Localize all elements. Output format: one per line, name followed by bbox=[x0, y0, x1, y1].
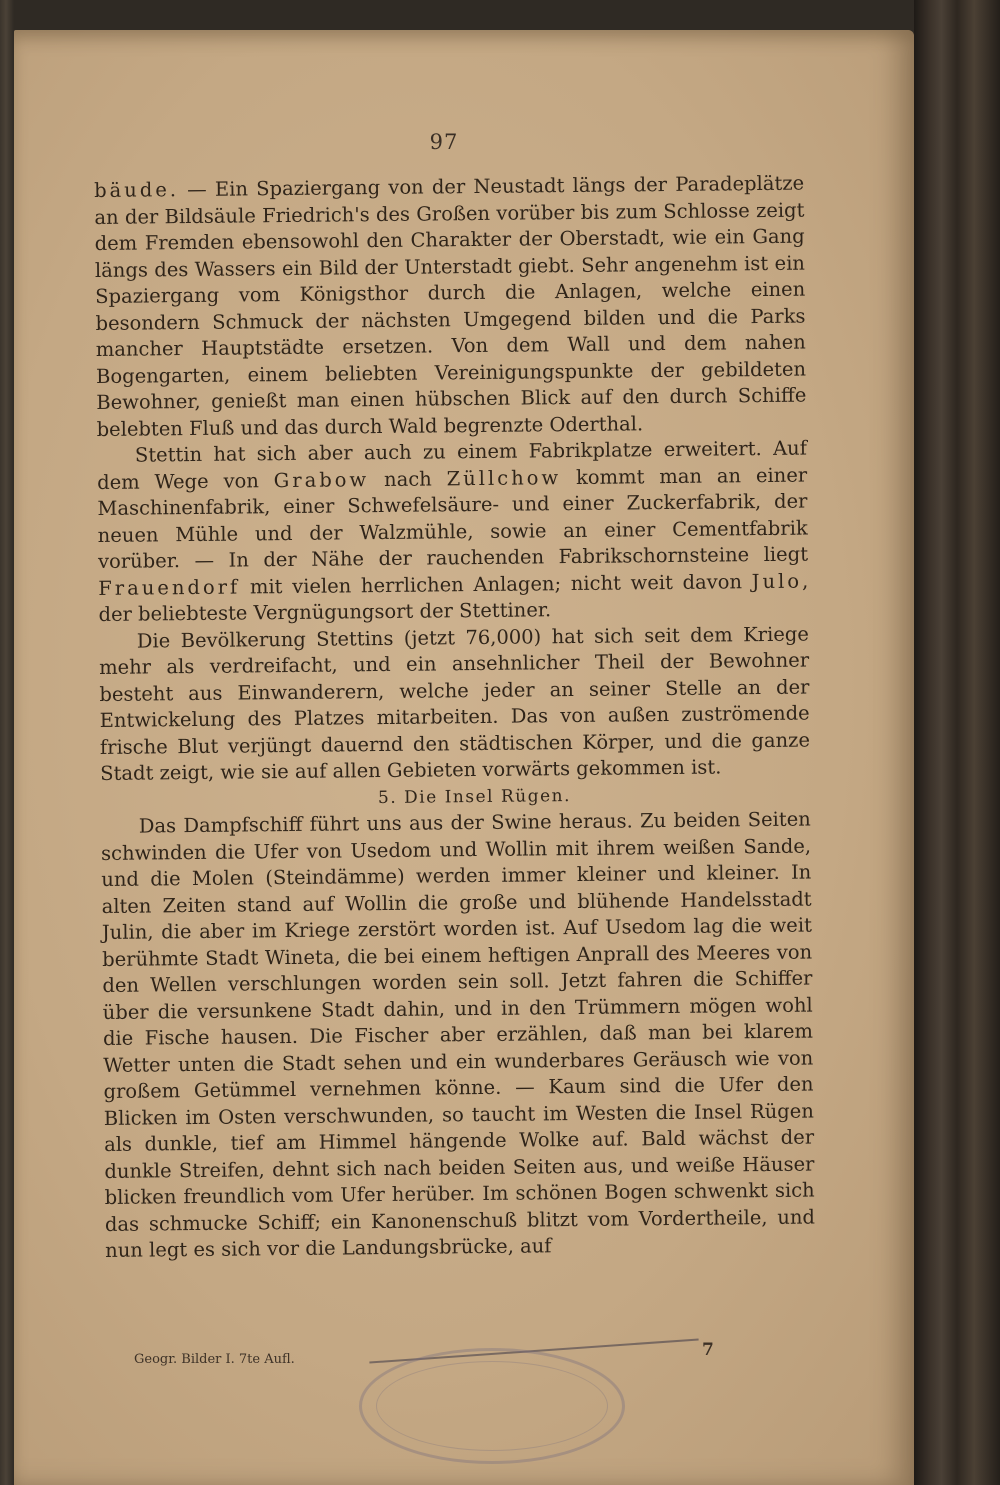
place-zuellchow: Züllchow bbox=[446, 465, 562, 490]
paragraph-1-lead: bäude. bbox=[94, 178, 180, 202]
page-number: 97 bbox=[429, 130, 459, 154]
body-text bbox=[94, 171, 815, 1265]
footer-signature: Geogr. Bilder I. 7te Aufl. bbox=[134, 1352, 295, 1367]
paragraph-2-part-e: , der beliebteste Vergnügungsort der Stettiner. bbox=[98, 569, 809, 626]
footer-sheet-number: 7 bbox=[702, 1340, 714, 1360]
paragraph-1-text: — Ein Spaziergang von der Neustadt längs der Paradeplätze an der Bildsäule Friedrich's des Großen vorüber bis zum Schlosse zeigt dem Fremden ebensowohl den Charakter der Oberstadt, wie ein Gang längs des Wassers ein Bild der Unterstadt giebt. Sehr angenehm ist ein Spaziergang vom Königsthor durch die Anlagen, welche einen besondern Schmuck der nächsten Umgegend bilden und die Parks mancher Hauptstädte ersetzen. Von dem Wall und dem nahen Bogengarten, einem beliebten Vereinigungspunkte der gebildeten Bewohner, genießt man einen hübschen Blick auf den durch Schiffe belebten Fluß und das durch Wald begrenzte Oderthal. bbox=[94, 171, 807, 441]
paragraph-1 bbox=[94, 171, 807, 443]
library-stamp bbox=[359, 1348, 625, 1464]
place-julo: Julo bbox=[751, 569, 803, 593]
library-stamp-inner-ring bbox=[376, 1361, 608, 1451]
paragraph-2-part-d: mit vielen herrlichen Anlagen; nicht weit davon bbox=[240, 569, 752, 598]
paragraph-2-part-b: nach bbox=[369, 466, 447, 491]
paragraph-3: Die Bevölkerung Stettins (jetzt 76,000) hat sich seit dem Kriege mehr als verdreifacht, und ein ansehnlicher Theil der Bewohner besteht aus Einwanderern, welche jeder an seiner Stelle an der Entwickelung des Platzes mitarbeiten. Das von außen zuströmende frische Blut verjüngt dauernd den städtischen Körper, und die ganze Stadt zeigt, wie sie auf allen Gebieten vorwärts gekommen ist. bbox=[99, 622, 811, 785]
section-heading: 5. Die Insel Rügen. bbox=[377, 785, 572, 808]
paragraph-2-part-c: kommt man an einer Maschinenfabrik, einer Schwefelsäure- und einer Zuckerfabrik, der neuen Mühle und der Walzmühle, sowie an einer Cementfabrik vorüber. — In der Nähe der rauchenden Fabrikschornsteine liegt bbox=[97, 463, 809, 573]
paragraph-2 bbox=[97, 436, 809, 629]
place-grabow: Grabow bbox=[273, 467, 370, 492]
book-spine bbox=[914, 0, 1000, 1485]
section-paragraph: Das Dampfschiff führt uns aus der Swine heraus. Zu beiden Seiten schwinden die Ufer von Usedom und Wollin mit ihrem weißen Sande, und die Molen (Steindämme) werden immer kleiner und kleiner. In alten Zeiten stand auf Wollin die große und blühende Handelsstadt Julin, die aber im Kriege zerstört worden ist. Auf Usedom lag die weit berühmte Stadt Wineta, die bei einem heftigen Anprall des Meeres von den Wellen verschlungen worden sein soll. Jetzt fahren die Schiffer über die versunkene Stadt dahin, und in den Trümmern mögen wohl die Fische hausen. Die Fischer aber erzählen, daß man bei klarem Wetter unten die Stadt sehen und ein wunderbares Geräusch wie von großem Getümmel vernehmen könne. — Kaum sind die Ufer den Blicken im Osten verschwunden, so taucht im Westen die Insel Rügen als dunkle, tief am Himmel hängende Wolke auf. Bald wächst der dunkle Streifen, dehnt sich nach beiden Seiten aus, und weiße Häuser blicken freundlich vom Ufer herüber. Im schönen Bogen schwenkt sich das schmucke Schiff; ein Kanonenschuß blitzt vom Vordertheile, und nun legt es sich vor die Landungsbrücke, auf bbox=[100, 807, 816, 1262]
paragraph-2-part-a: Stettin hat sich aber auch zu einem Fabrikplatze erweitert. Auf dem Wege von bbox=[97, 436, 807, 494]
place-frauendorf: Frauendorf bbox=[98, 574, 241, 600]
page-sheet bbox=[14, 30, 914, 1485]
